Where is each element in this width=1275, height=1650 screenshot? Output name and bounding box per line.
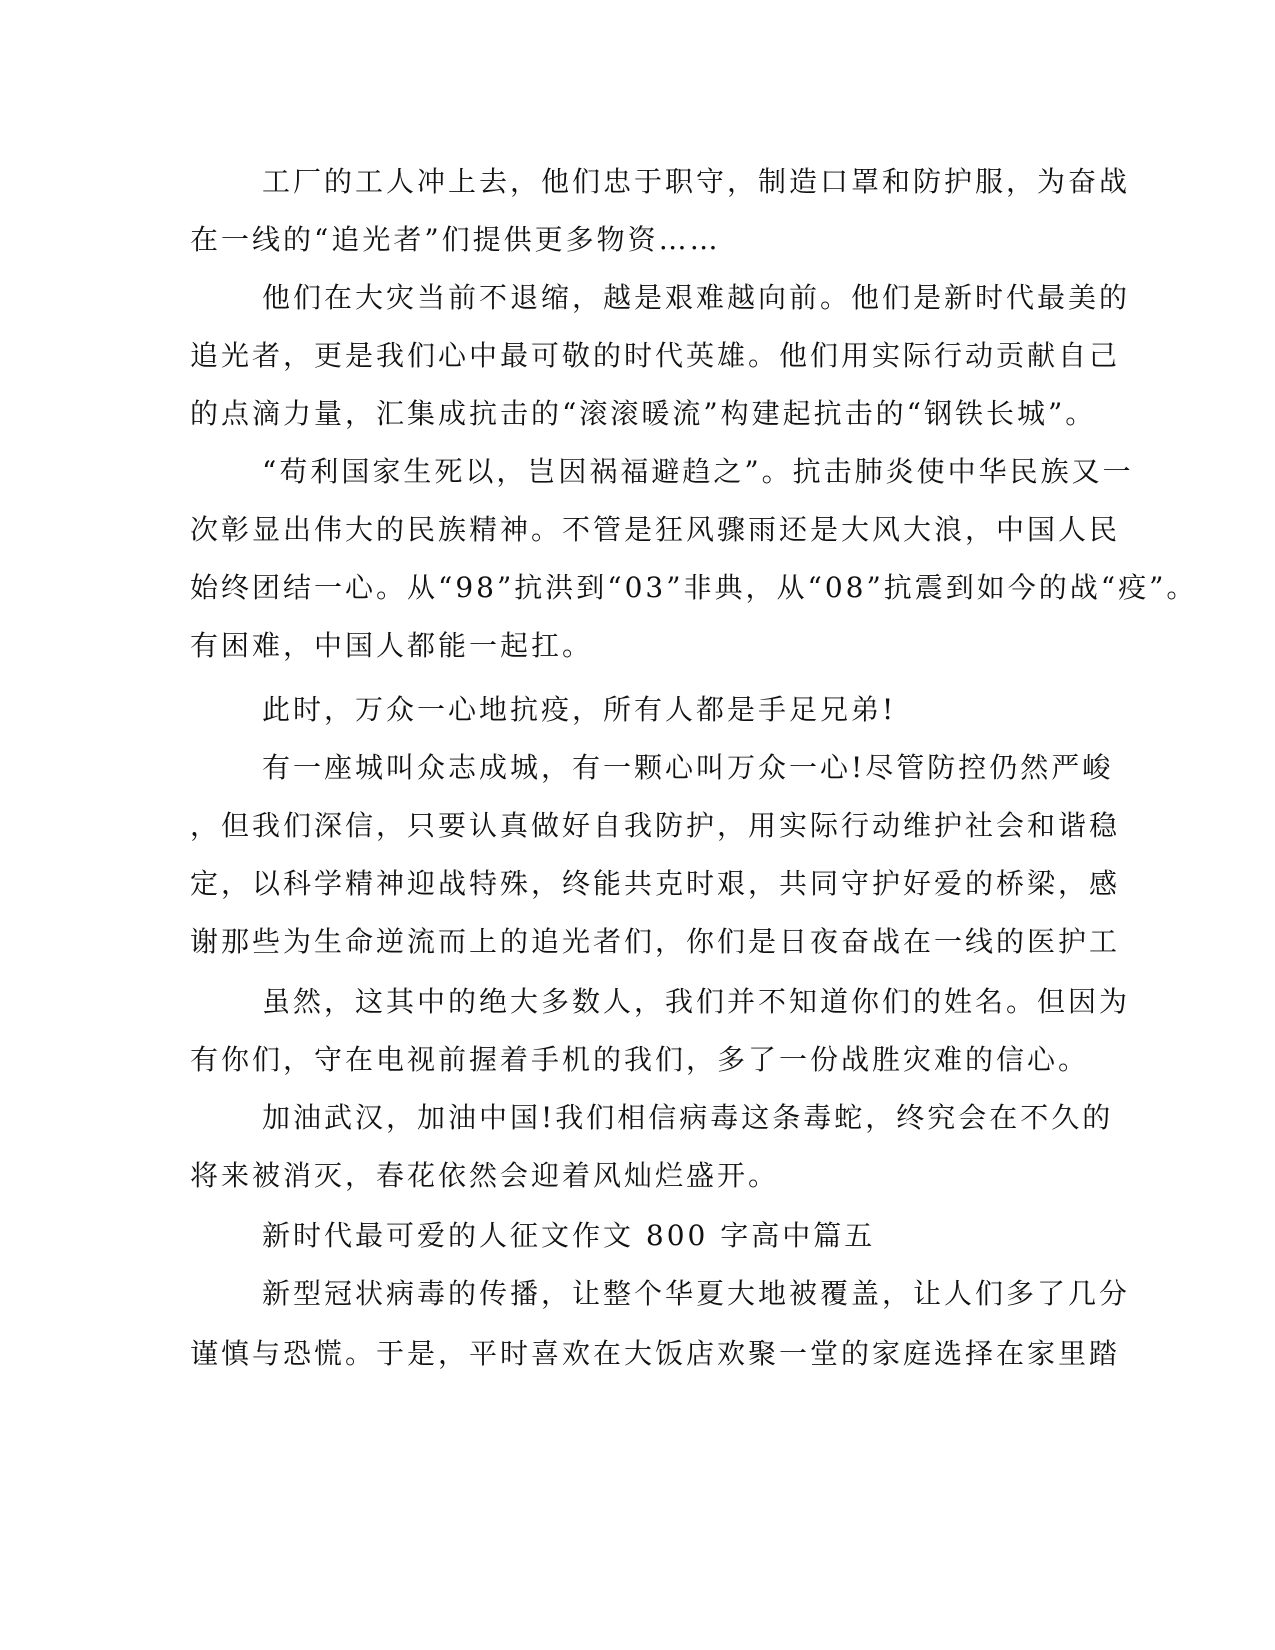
text-line: 他们在大灾当前不退缩，越是艰难越向前。他们是新时代最美的 [262, 281, 1131, 314]
text-line: 有一座城叫众志成城，有一颗心叫万众一心!尽管防控仍然严峻 [262, 751, 1114, 784]
text-line: 在一线的“追光者”们提供更多物资…… [190, 223, 721, 256]
text-line: 始终团结一心。从“98”抗洪到“03”非典，从“08”抗震到如今的战“疫”。 [190, 571, 1198, 604]
text-line: “苟利国家生死以，岂因祸福避趋之”。抗击肺炎使中华民族又一 [262, 455, 1134, 488]
text-line: 次彰显出伟大的民族精神。不管是狂风骤雨还是大风大浪，中国人民 [190, 513, 1121, 546]
text-line: 有你们，守在电视前握着手机的我们，多了一份战胜灾难的信心。 [190, 1043, 1090, 1076]
text-line: 虽然，这其中的绝大多数人，我们并不知道你们的姓名。但因为 [262, 985, 1131, 1018]
text-line: 谨慎与恐慌。于是，平时喜欢在大饭店欢聚一堂的家庭选择在家里踏 [190, 1337, 1121, 1370]
section-heading: 新时代最可爱的人征文作文 800 字高中篇五 [262, 1219, 876, 1252]
text-line: 工厂的工人冲上去，他们忠于职守，制造口罩和防护服，为奋战 [262, 165, 1131, 198]
text-line: 此时，万众一心地抗疫，所有人都是手足兄弟! [262, 693, 897, 726]
text-line: 新型冠状病毒的传播，让整个华夏大地被覆盖，让人们多了几分 [262, 1277, 1131, 1310]
text-line: 加油武汉，加油中国!我们相信病毒这条毒蛇，终究会在不久的 [262, 1101, 1114, 1134]
text-line: 定，以科学精神迎战特殊，终能共克时艰，共同守护好爱的桥梁，感 [190, 867, 1121, 900]
text-line: 谢那些为生命逆流而上的追光者们，你们是日夜奋战在一线的医护工 [190, 925, 1121, 958]
text-line: 将来被消灭，春花依然会迎着风灿烂盛开。 [190, 1159, 780, 1192]
text-line: 追光者，更是我们心中最可敬的时代英雄。他们用实际行动贡献自己 [190, 339, 1121, 372]
text-line: 的点滴力量，汇集成抗击的“滚滚暖流”构建起抗击的“钢铁长城”。 [190, 397, 1097, 430]
text-line: 有困难，中国人都能一起扛。 [190, 629, 594, 662]
text-line: ，但我们深信，只要认真做好自我防护，用实际行动维护社会和谐稳 [190, 809, 1121, 842]
